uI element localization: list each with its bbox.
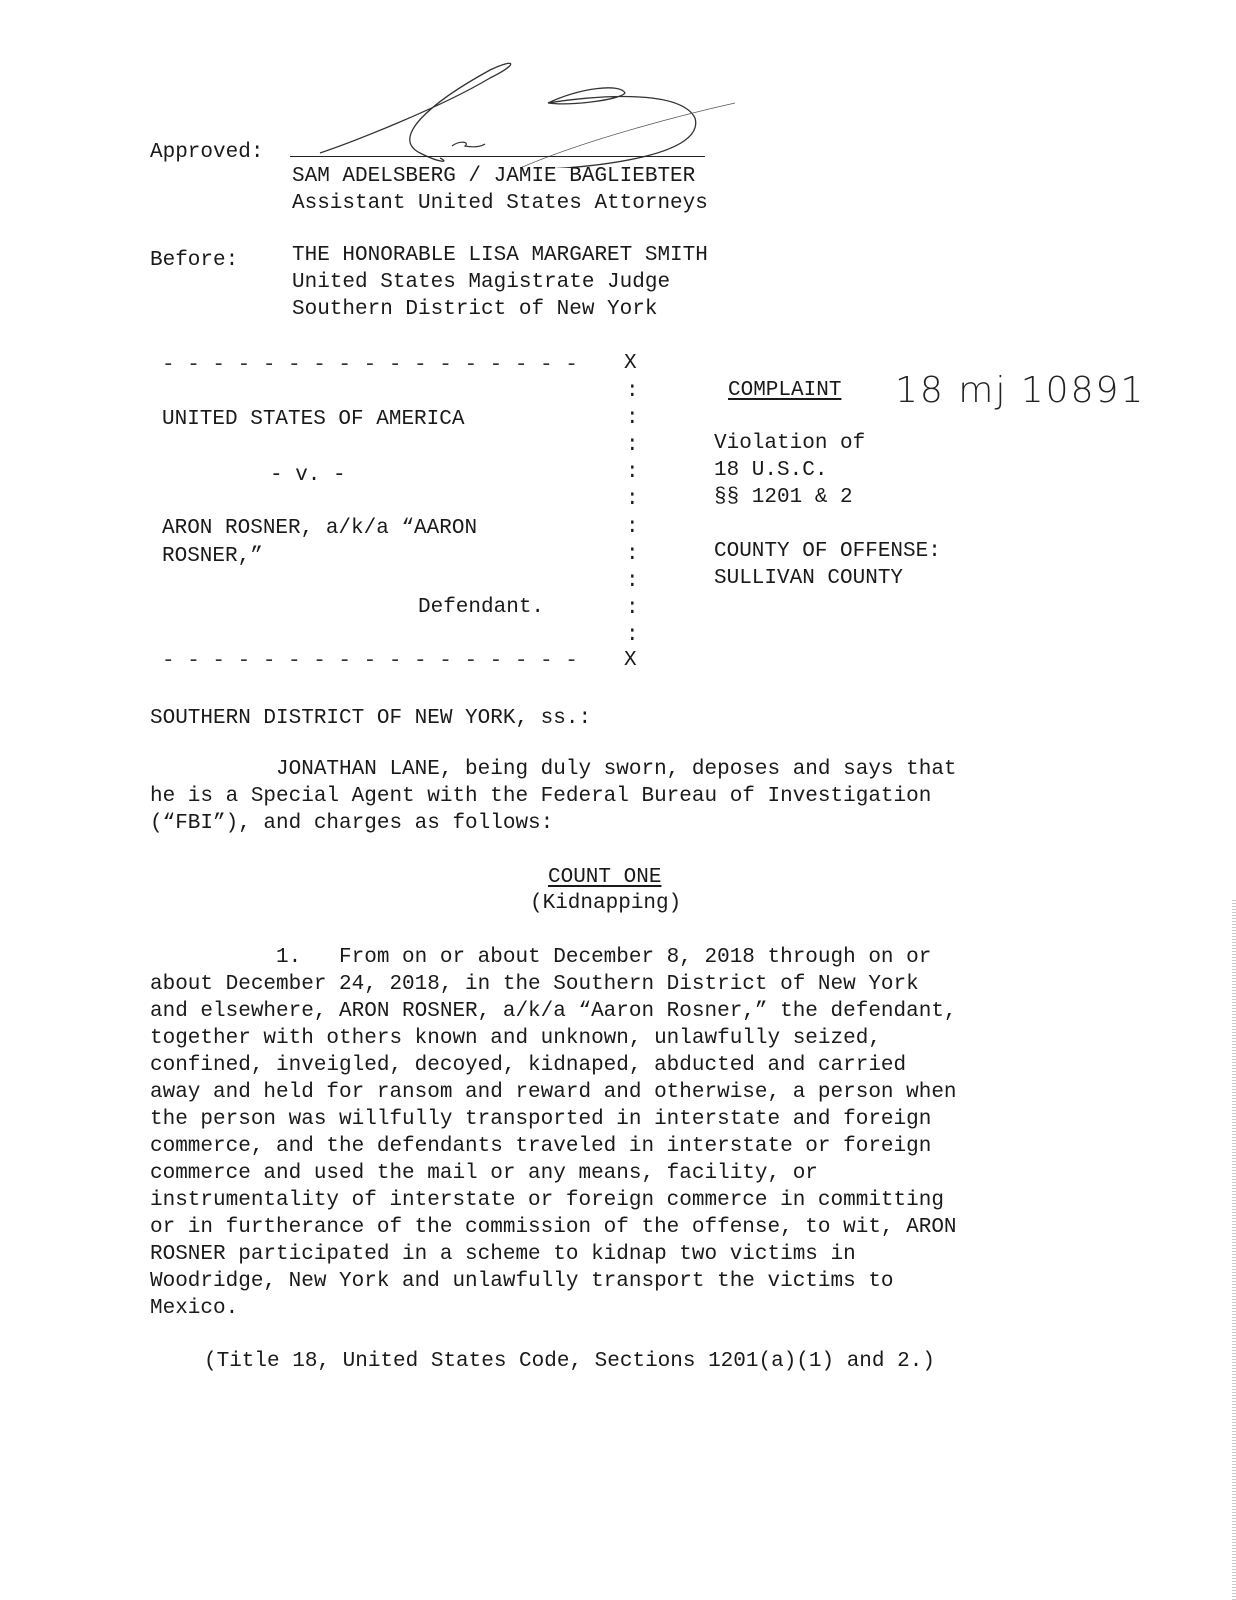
count-title: COUNT ONE	[548, 866, 662, 889]
signature-line	[290, 156, 705, 157]
paragraph-line: or in furtherance of the commission of the offense, to wit, ARON	[150, 1216, 957, 1239]
violation-line1: Violation of	[714, 432, 866, 455]
count-subtitle: (Kidnapping)	[530, 892, 682, 915]
county-value: SULLIVAN COUNTY	[714, 567, 904, 590]
judge-district: Southern District of New York	[292, 298, 658, 321]
intro-line: (“FBI”), and charges as follows:	[150, 812, 554, 835]
violation-line3: §§ 1201 & 2	[714, 486, 853, 509]
defendant-name-line2: ROSNER,”	[162, 545, 263, 568]
caption-colon: :	[626, 516, 639, 539]
paragraph-line: and elsewhere, ARON ROSNER, a/k/a “Aaron Rosner,” the defendant,	[150, 1000, 957, 1023]
caption-colon: :	[626, 624, 639, 647]
caption-colon: :	[626, 407, 639, 430]
caption-colon: :	[626, 488, 639, 511]
judge-name: THE HONORABLE LISA MARGARET SMITH	[292, 244, 708, 267]
caption-colon: :	[626, 597, 639, 620]
paragraph-line: about December 24, 2018, in the Southern District of New York	[150, 973, 919, 996]
venue-line: SOUTHERN DISTRICT OF NEW YORK, ss.:	[150, 707, 592, 730]
caption-bottom-x: X	[624, 649, 637, 672]
paragraph-line: together with others known and unknown, unlawfully seized,	[150, 1027, 881, 1050]
paragraph-line: Mexico.	[150, 1297, 239, 1320]
paragraph-line: instrumentality of interstate or foreign commerce in committing	[150, 1189, 944, 1212]
scan-edge-artifact	[1232, 900, 1236, 1600]
handwritten-case-number: 18 mj 10891	[895, 370, 1146, 411]
paragraph-line: Woodridge, New York and unlawfully transport the victims to	[150, 1270, 894, 1293]
paragraph-line: away and held for ransom and reward and otherwise, a person when	[150, 1081, 957, 1104]
paragraph-line: 1. From on or about December 8, 2018 through on or	[150, 946, 932, 969]
caption-colon: :	[626, 570, 639, 593]
attorneys-names: SAM ADELSBERG / JAMIE BAGLIEBTER	[292, 165, 696, 188]
judge-title: United States Magistrate Judge	[292, 271, 671, 294]
caption-colon: :	[626, 434, 639, 457]
statute-citation: (Title 18, United States Code, Sections 1201(a)(1) and 2.)	[204, 1350, 935, 1373]
defendant-label: Defendant.	[418, 596, 545, 619]
county-label: COUNTY OF OFFENSE:	[714, 540, 941, 563]
paragraph-line: commerce and used the mail or any means, facility, or	[150, 1162, 818, 1185]
versus-label: - v. -	[270, 464, 346, 487]
paragraph-line: ROSNER participated in a scheme to kidnap two victims in	[150, 1243, 856, 1266]
intro-line: he is a Special Agent with the Federal Bureau of Investigation	[150, 785, 932, 808]
paragraph-line: commerce, and the defendants traveled in interstate or foreign	[150, 1135, 932, 1158]
caption-top-border: - - - - - - - - - - - - - - - - -	[162, 354, 578, 377]
violation-line2: 18 U.S.C.	[714, 459, 828, 482]
paragraph-line: confined, inveigled, decoyed, kidnaped, abducted and carried	[150, 1054, 907, 1077]
caption-colon: :	[626, 461, 639, 484]
attorneys-title: Assistant United States Attorneys	[292, 192, 708, 215]
complaint-title: COMPLAINT	[728, 379, 842, 402]
caption-bottom-border: - - - - - - - - - - - - - - - - -	[162, 650, 578, 673]
caption-colon: :	[626, 543, 639, 566]
plaintiff-name: UNITED STATES OF AMERICA	[162, 408, 465, 431]
paragraph-line: the person was willfully transported in interstate and foreign	[150, 1108, 932, 1131]
approved-label: Approved:	[150, 141, 264, 164]
caption-top-x: X	[624, 352, 637, 375]
caption-colon: :	[626, 380, 639, 403]
defendant-name-line1: ARON ROSNER, a/k/a “AARON	[162, 517, 478, 540]
before-label: Before:	[150, 249, 239, 272]
intro-line: JONATHAN LANE, being duly sworn, deposes and says that	[150, 758, 957, 781]
signature-icon	[290, 58, 750, 168]
